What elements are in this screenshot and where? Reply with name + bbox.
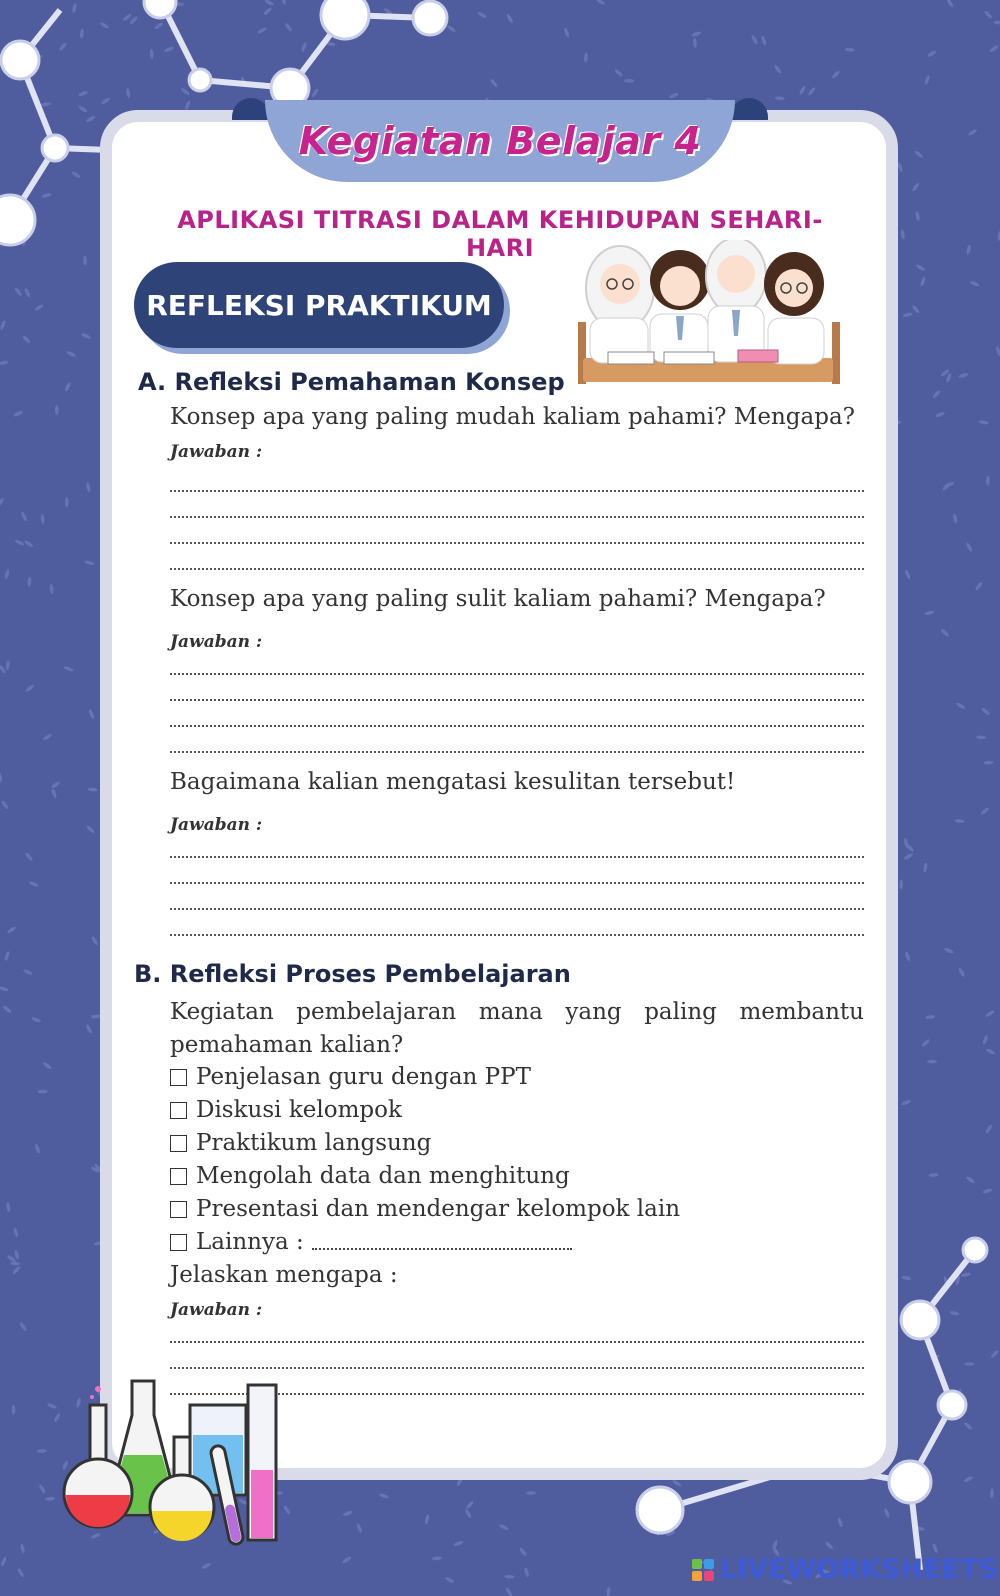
option-2[interactable]	[170, 1097, 402, 1123]
speckle	[903, 853, 913, 861]
speckle	[28, 880, 39, 887]
speckle	[0, 664, 7, 674]
answer-label-1: Jawaban :	[170, 442, 263, 462]
speckle	[14, 539, 25, 547]
speckle	[45, 1496, 55, 1501]
speckle	[31, 1016, 42, 1023]
speckle	[942, 482, 952, 491]
speckle	[63, 665, 74, 672]
answer-line[interactable]	[170, 751, 864, 753]
speckle	[10, 1261, 20, 1265]
speckle	[37, 1449, 47, 1453]
answer-line[interactable]	[170, 1341, 864, 1343]
option-6[interactable]	[170, 1229, 572, 1255]
speckle	[4, 569, 10, 580]
brand-name: LIVEWORKSHEETS	[720, 1554, 998, 1585]
speckle	[65, 497, 69, 507]
answer-label-4: Jawaban :	[170, 1300, 263, 1320]
section-pill	[134, 262, 504, 348]
speckle	[505, 1587, 513, 1596]
lab-glassware-illustration	[62, 1375, 292, 1555]
speckle	[432, 1556, 442, 1561]
speckle	[965, 1176, 975, 1185]
speckle	[342, 1510, 353, 1517]
speckle	[27, 576, 31, 586]
speckle	[49, 584, 54, 594]
question-3: Bagaimana kalian mengatasi kesulitan tersebut!	[170, 769, 736, 795]
option-4[interactable]	[170, 1163, 570, 1189]
speckle	[993, 20, 1000, 24]
speckle	[751, 34, 759, 44]
speckle	[86, 825, 96, 834]
option-label: Mengolah data dan menghitung	[196, 1163, 570, 1189]
speckle	[489, 78, 498, 88]
speckle	[954, 819, 964, 824]
explain-label: Jelaskan mengapa :	[170, 1262, 398, 1288]
speckle	[928, 1173, 938, 1177]
speckle	[904, 951, 911, 962]
speckle	[1, 800, 10, 810]
answer-line[interactable]	[170, 542, 864, 544]
speckle	[831, 70, 841, 80]
speckle	[981, 707, 991, 716]
other-fill-line[interactable]	[312, 1248, 572, 1250]
speckle	[563, 27, 570, 38]
speckle	[924, 75, 931, 86]
speckle	[356, 1523, 363, 1534]
answer-line[interactable]	[170, 1367, 864, 1369]
speckle	[606, 1587, 610, 1596]
liveworksheets-logo-icon	[692, 1559, 714, 1581]
speckle	[982, 1034, 989, 1045]
speckle	[965, 542, 973, 552]
speckle	[519, 1547, 528, 1557]
liveworksheets-logo[interactable]	[692, 1554, 998, 1585]
speckle	[42, 1061, 52, 1070]
speckle	[0, 497, 5, 507]
speckle	[915, 211, 920, 222]
answer-line[interactable]	[170, 934, 864, 936]
speckle	[504, 1575, 514, 1579]
speckle	[2, 1005, 12, 1014]
option-label: Presentasi dan mendengar kelompok lain	[196, 1196, 681, 1222]
speckle	[799, 85, 807, 95]
speckle	[980, 807, 990, 816]
option-3[interactable]	[170, 1130, 431, 1156]
speckle	[899, 879, 903, 889]
speckle	[989, 44, 999, 53]
speckle	[955, 702, 965, 710]
speckle	[761, 35, 768, 46]
speckle	[985, 1010, 995, 1018]
speckle	[952, 513, 958, 524]
speckle	[983, 761, 993, 765]
speckle	[974, 581, 983, 591]
speckle	[25, 684, 35, 693]
answer-line[interactable]	[170, 882, 864, 884]
option-label: Penjelasan guru dengan PPT	[196, 1064, 531, 1090]
speckle	[38, 1484, 46, 1494]
speckle	[946, 0, 955, 8]
speckle	[88, 709, 95, 720]
speckle	[926, 50, 936, 58]
speckle	[477, 11, 487, 19]
speckle	[64, 382, 72, 393]
speckle	[20, 511, 28, 522]
section-b-heading: B. Refleksi Proses Pembelajaran	[134, 960, 571, 988]
speckle	[24, 539, 34, 548]
speckle	[0, 772, 3, 782]
speckle	[693, 38, 697, 48]
option-label: Lainnya :	[196, 1229, 304, 1255]
speckle	[6, 1254, 16, 1263]
speckle	[920, 276, 927, 287]
speckle	[958, 967, 966, 977]
speckle	[982, 1188, 993, 1194]
speckle	[0, 320, 6, 331]
speckle	[958, 372, 969, 378]
speckle	[944, 947, 955, 954]
speckle	[914, 150, 924, 159]
speckle	[807, 86, 816, 96]
speckle	[47, 1402, 58, 1409]
speckle	[379, 1493, 390, 1500]
answer-label-2: Jawaban :	[170, 632, 263, 652]
answer-line[interactable]	[170, 673, 864, 675]
option-label: Praktikum langsung	[196, 1130, 432, 1156]
speckle	[905, 843, 915, 853]
speckle	[901, 1099, 912, 1106]
speckle	[526, 1491, 536, 1495]
speckle	[903, 312, 914, 318]
answer-line[interactable]	[170, 568, 864, 570]
header-tab	[265, 100, 735, 182]
speckle	[85, 1024, 93, 1034]
speckle	[14, 1249, 20, 1260]
speckle	[845, 47, 855, 51]
checkbox[interactable]	[170, 1135, 187, 1152]
speckle	[985, 1048, 996, 1056]
answer-line[interactable]	[170, 725, 864, 727]
checkbox[interactable]	[170, 1069, 187, 1086]
speckle	[940, 628, 950, 637]
speckle	[923, 862, 928, 872]
speckle	[201, 1562, 212, 1570]
question-2: Konsep apa yang paling sulit kaliam pahami? Mengapa?	[170, 586, 826, 612]
checkbox[interactable]	[170, 1102, 187, 1119]
answer-line[interactable]	[170, 490, 864, 492]
speckle	[81, 332, 92, 339]
speckle	[925, 1015, 935, 1020]
speckle	[624, 79, 634, 83]
speckle	[966, 244, 972, 255]
speckle	[53, 1412, 61, 1422]
speckle	[932, 389, 942, 399]
speckle	[506, 13, 514, 23]
speckle	[23, 968, 34, 975]
speckle	[986, 476, 990, 486]
speckle	[967, 128, 977, 136]
speckle	[453, 1540, 464, 1547]
answer-label-3: Jawaban :	[170, 815, 263, 835]
speckle	[584, 52, 588, 62]
speckle	[38, 1090, 48, 1094]
speckle	[87, 787, 97, 791]
speckle	[614, 68, 624, 77]
speckle	[5, 660, 10, 670]
speckle	[499, 1523, 510, 1531]
speckle	[17, 1567, 25, 1577]
speckle	[51, 788, 58, 799]
speckle	[84, 560, 95, 566]
speckle	[19, 1321, 28, 1331]
speckle	[595, 0, 605, 6]
speckle	[915, 263, 925, 271]
speckle	[50, 780, 60, 789]
speckle	[34, 303, 44, 311]
speckle	[4, 951, 11, 962]
speckle	[900, 229, 905, 239]
speckle	[691, 31, 702, 38]
speckle	[904, 569, 911, 580]
speckle	[911, 304, 920, 314]
speckle	[927, 1060, 937, 1064]
answer-line[interactable]	[170, 908, 864, 910]
speckle	[775, 96, 785, 100]
speckle	[13, 1227, 19, 1238]
speckle	[91, 936, 99, 946]
speckle	[12, 1265, 21, 1275]
speckle	[24, 288, 32, 299]
answer-line[interactable]	[170, 856, 864, 858]
speckle	[66, 350, 77, 358]
speckle	[935, 411, 946, 418]
speckle	[20, 1543, 26, 1554]
speckle	[40, 514, 45, 524]
speckle	[42, 733, 52, 741]
option-5[interactable]	[170, 1196, 680, 1222]
speckle	[924, 610, 935, 616]
speckle	[34, 1143, 41, 1154]
speckle	[465, 1500, 474, 1510]
speckle	[342, 1556, 352, 1565]
speckle	[464, 1508, 472, 1518]
students-illustration	[578, 240, 840, 400]
section-b-question: Kegiatan pembelajaran mana yang paling membantu pemahaman kalian?	[170, 999, 864, 1058]
speckle	[669, 92, 680, 99]
speckle	[978, 420, 988, 425]
speckle	[985, 1124, 993, 1134]
speckle	[22, 334, 31, 344]
speckle	[14, 287, 23, 297]
option-1[interactable]	[170, 1064, 531, 1090]
speckle	[85, 482, 91, 493]
speckle	[13, 410, 24, 417]
speckle	[0, 986, 9, 992]
page-subtitle: APLIKASI TITRASI DALAM KEHIDUPAN SEHARI-HARI	[177, 206, 823, 262]
speckle	[773, 64, 782, 74]
checkbox[interactable]	[170, 1168, 187, 1185]
option-label: Diskusi kelompok	[196, 1097, 402, 1123]
speckle	[424, 1514, 430, 1525]
speckle	[6, 926, 16, 935]
speckle	[983, 10, 993, 20]
speckle	[12, 1405, 16, 1415]
speckle	[24, 852, 33, 862]
section-a-heading: A. Refleksi Pemahaman Konsep	[138, 368, 565, 396]
speckle	[921, 1038, 931, 1048]
speckle	[911, 182, 920, 192]
speckle	[969, 280, 980, 287]
speckle	[995, 346, 1000, 357]
speckle	[976, 735, 986, 739]
speckle	[0, 360, 9, 365]
speckle	[55, 405, 59, 415]
checkbox[interactable]	[170, 1234, 187, 1251]
answer-line[interactable]	[170, 516, 864, 518]
speckle	[444, 1576, 455, 1584]
section-pill-label: REFLEKSI PRAKTIKUM	[146, 288, 492, 322]
speckle	[6, 1202, 11, 1212]
question-1: Konsep apa yang paling mudah kaliam pahami? Mengapa?	[170, 404, 856, 430]
tab-title: Kegiatan Belajar 4	[298, 119, 702, 163]
speckle	[0, 1556, 7, 1567]
speckle	[524, 1567, 530, 1578]
answer-line[interactable]	[170, 699, 864, 701]
checkbox[interactable]	[170, 1201, 187, 1218]
